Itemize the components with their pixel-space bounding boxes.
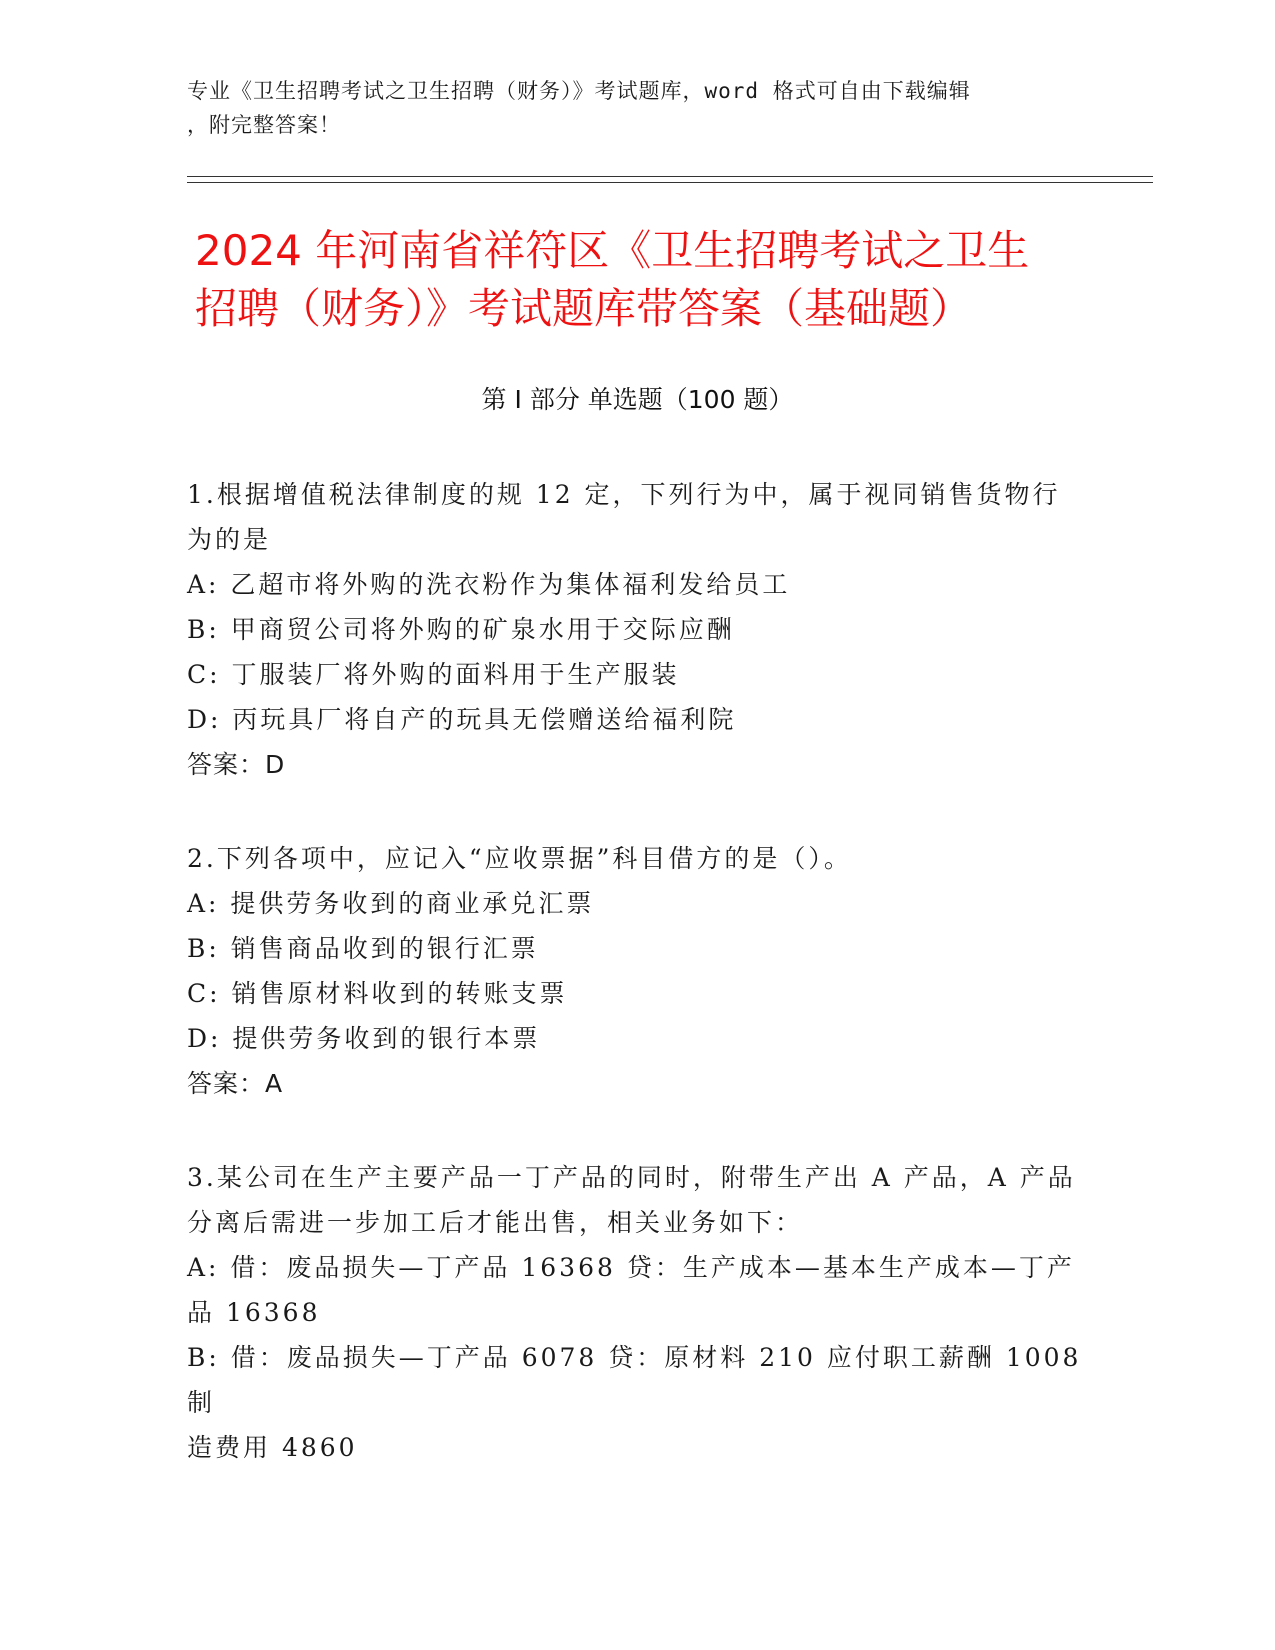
header-divider-bottom — [187, 182, 1153, 183]
document-title-line-2: 招聘（财务）》考试题库带答案（基础题） — [195, 284, 973, 333]
option-a: A: 提供劳务收到的商业承兑汇票 — [187, 889, 595, 918]
question-stem: 2.下列各项中，应记入“应收票据”科目借方的是（）。 — [187, 844, 852, 873]
option-b: B: 借：废品损失—丁产品 6078 贷：原材料 210 应付职工薪酬 1008 制 — [187, 1343, 1082, 1417]
section-title: 第 I 部分 单选题（100 题） — [481, 385, 794, 414]
header-note-line-1: 专业《卫生招聘考试之卫生招聘（财务）》考试题库，word 格式可自由下载编辑 — [187, 79, 971, 103]
question-1 — [187, 472, 1087, 787]
option-b: B: 销售商品收到的银行汇票 — [187, 934, 539, 963]
header-divider-top — [187, 176, 1153, 177]
option-b: B: 甲商贸公司将外购的矿泉水用于交际应酬 — [187, 615, 735, 644]
option-d: D: 丙玩具厂将自产的玩具无偿赠送给福利院 — [187, 705, 737, 734]
question-stem: 分离后需进一步加工后才能出售，相关业务如下： — [187, 1208, 804, 1237]
option-d: D: 提供劳务收到的银行本票 — [187, 1024, 541, 1053]
header-note — [187, 74, 1087, 142]
option-c: C: 销售原材料收到的转账支票 — [187, 979, 568, 1008]
answer-line: 答案：D — [187, 750, 286, 779]
option-c: C: 丁服装厂将外购的面料用于生产服装 — [187, 660, 680, 689]
option-a-continued: 品 16368 — [187, 1298, 321, 1327]
option-b-continued: 造费用 4860 — [187, 1433, 358, 1462]
option-a: A: 乙超市将外购的洗衣粉作为集体福利发给员工 — [187, 570, 791, 599]
answer-line: 答案：A — [187, 1069, 284, 1098]
option-a: A: 借：废品损失—丁产品 16368 贷：生产成本—基本生产成本—丁产 — [187, 1253, 1075, 1282]
question-2 — [187, 836, 1087, 1106]
document-title — [195, 222, 1095, 338]
header-note-line-2: ，附完整答案！ — [187, 113, 341, 137]
question-stem: 为的是 — [187, 525, 272, 554]
question-stem: 3.某公司在生产主要产品一丁产品的同时，附带生产出 A 产品，A 产品 — [187, 1163, 1076, 1192]
document-title-line-1: 2024 年河南省祥符区《卫生招聘考试之卫生 — [195, 226, 1030, 275]
question-stem: 1.根据增值税法律制度的规 12 定，下列行为中，属于视同销售货物行 — [187, 480, 1061, 509]
question-3 — [187, 1155, 1087, 1470]
